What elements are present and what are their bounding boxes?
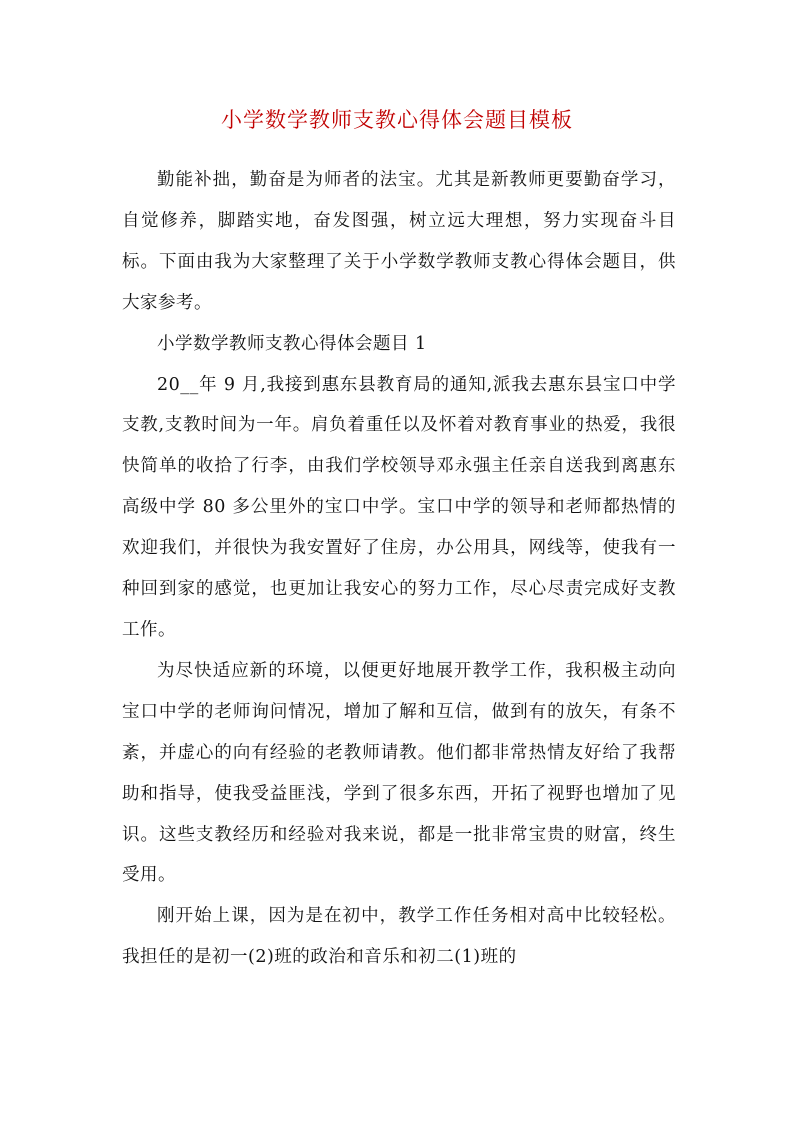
body-paragraph: 20__年 9 月,我接到惠东县教育局的通知,派我去惠东县宝口中学支教,支教时间为一年。肩负着重任以及怀着对教育事业的热爱，我很快简单的收拾了行李，由我们学校领导邓永强主任亲自送我到离惠东高级中学 80 多公里外的宝口中学。宝口中学的领导和老师都热情的欢迎我们，并很快为我安置好了住房，办公用具，网线等，使我有一种回到家的感觉，也更加让我安心的努力工作，尽心尽责完成好支教工作。 — [122, 374, 676, 640]
section-heading: 小学数学教师支教心得体会题目 1 — [157, 333, 427, 354]
intro-paragraph: 勤能补拙，勤奋是为师者的法宝。尤其是新教师更要勤奋学习，自觉修养，脚踏实地，奋发图强，树立远大理想，努力实现奋斗目标。下面由我为大家整理了关于小学数学教师支教心得体会题目，供大家参考。 — [122, 170, 676, 313]
body-paragraph: 刚开始上课，因为是在初中，教学工作任务相对高中比较轻松。我担任的是初一(2)班的政治和音乐和初二(1)班的 — [122, 906, 676, 968]
document-body — [122, 160, 676, 978]
document-title: 小学数学教师支教心得体会题目模板 — [221, 108, 573, 132]
body-paragraph: 为尽快适应新的环境，以便更好地展开教学工作，我积极主动向宝口中学的老师询问情况，增加了解和互信，做到有的放矢，有条不紊，并虚心的向有经验的老教师请教。他们都非常热情友好给了我帮助和指导，使我受益匪浅，学到了很多东西，开拓了视野也增加了见识。这些支教经历和经验对我来说，都是一批非常宝贵的财富，终生受用。 — [122, 660, 676, 886]
